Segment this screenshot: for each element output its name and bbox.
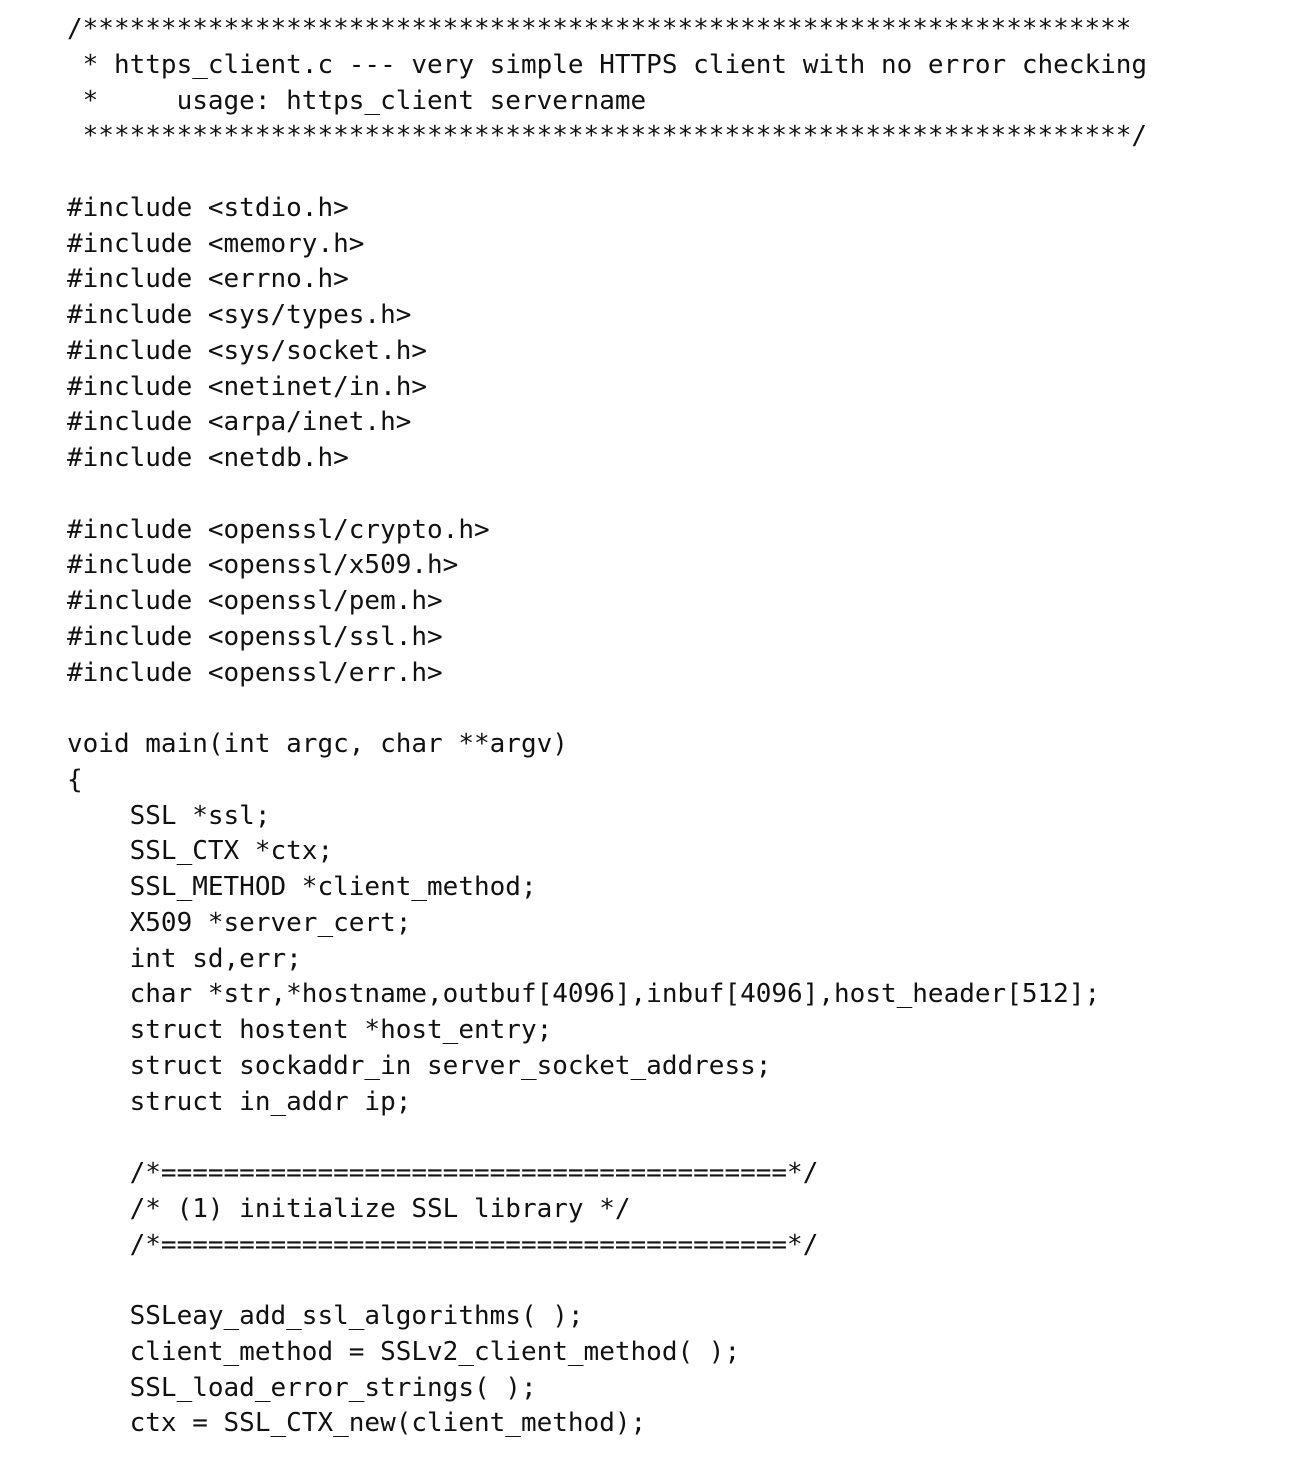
blank-line [67, 1120, 1147, 1156]
include-line: #include <stdio.h> [67, 192, 349, 223]
declaration-line: SSL_METHOD *client_method; [67, 872, 537, 902]
blank-line [67, 155, 1147, 191]
header-comment-top-border: /******************************************************************* [67, 14, 1132, 44]
include-line: #include <openssl/err.h> [67, 657, 443, 688]
declaration-line: X509 *server_cert; [67, 907, 412, 938]
declaration-line: char *str,*hostname,outbuf[4096],inbuf[4096],host_header[512]; [67, 979, 1101, 1010]
declaration-line: struct hostent *host_entry; [67, 1015, 553, 1045]
blank-line [67, 691, 1147, 727]
main-signature: void main(int argc, char **argv) [67, 729, 568, 759]
include-line: #include <openssl/pem.h> [67, 586, 443, 616]
code-listing [67, 12, 1147, 1442]
include-line: #include <openssl/crypto.h> [67, 514, 490, 545]
open-brace: { [67, 764, 83, 795]
blank-line [67, 1263, 1147, 1299]
include-line: #include <openssl/x509.h> [67, 550, 459, 581]
declaration-line: SSL_CTX *ctx; [67, 836, 334, 867]
declaration-line: int sd,err; [67, 943, 302, 974]
declaration-line: struct sockaddr_in server_socket_address; [67, 1050, 772, 1081]
statement-line: SSLeay_add_ssl_algorithms( ); [67, 1301, 584, 1331]
statement-line: ctx = SSL_CTX_new(client_method); [67, 1408, 647, 1439]
header-comment-bottom-border: *******************************************************************/ [67, 121, 1148, 152]
section-comment-border: /*========================================*/ [67, 1229, 819, 1260]
include-line: #include <arpa/inet.h> [67, 407, 412, 438]
include-line: #include <sys/types.h> [67, 300, 412, 330]
section-comment-border: /*========================================*/ [67, 1158, 819, 1188]
declaration-line: struct in_addr ip; [67, 1086, 412, 1117]
include-line: #include <netdb.h> [67, 443, 349, 473]
header-comment-usage: * usage: https_client servername [67, 85, 647, 116]
include-line: #include <openssl/ssl.h> [67, 621, 443, 652]
include-line: #include <errno.h> [67, 264, 349, 295]
header-comment-title: * https_client.c --- very simple HTTPS client with no error checking [67, 49, 1148, 80]
include-line: #include <memory.h> [67, 228, 365, 259]
blank-line [67, 477, 1147, 513]
statement-line: client_method = SSLv2_client_method( ); [67, 1336, 741, 1367]
include-line: #include <sys/socket.h> [67, 335, 428, 366]
section-comment-title: /* (1) initialize SSL library */ [67, 1193, 631, 1224]
include-line: #include <netinet/in.h> [67, 371, 428, 402]
declaration-line: SSL *ssl; [67, 800, 271, 831]
statement-line: SSL_load_error_strings( ); [67, 1372, 537, 1403]
